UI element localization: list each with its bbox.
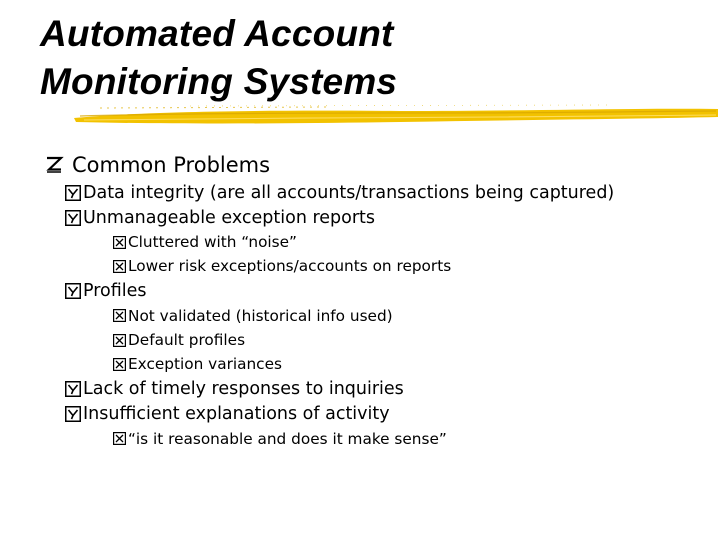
x-bullet-icon <box>113 236 126 249</box>
bullet-level2-item <box>65 205 714 230</box>
bullet-level3-item <box>113 328 714 352</box>
bullet-level2-item <box>65 376 714 401</box>
z-bullet-icon <box>44 155 64 175</box>
bullet-text: Insufficient explanations of activity <box>83 403 390 424</box>
x-bullet-icon <box>113 358 126 371</box>
slide-title-line-1: Automated Account <box>40 13 394 54</box>
bullet-text: Cluttered with “noise” <box>128 233 297 252</box>
bullet-text: Profiles <box>83 281 147 302</box>
bullet-level3-item <box>113 304 714 328</box>
bullet-text: Unmanageable exception reports <box>83 207 376 228</box>
bullet-level3-item <box>113 254 714 278</box>
bullet-text: “is it reasonable and does it make sense” <box>128 429 447 448</box>
bullet-level3-item <box>113 230 714 254</box>
x-bullet-icon <box>113 309 126 322</box>
bullet-text: Common Problems <box>72 153 271 177</box>
y-bullet-icon <box>65 283 81 299</box>
bullet-text: Lower risk exceptions/accounts on reports <box>128 257 452 276</box>
slide-title <box>40 10 397 106</box>
bullet-level3-item <box>113 426 714 450</box>
bullet-text: Lack of timely responses to inquiries <box>83 378 404 399</box>
bullet-list <box>44 150 714 451</box>
bullet-level2-item <box>65 401 714 426</box>
bullet-level2-item <box>65 180 714 205</box>
y-bullet-icon <box>65 185 81 201</box>
bullet-level2-item <box>65 279 714 304</box>
x-bullet-icon <box>113 334 126 347</box>
bullet-text: Not validated (historical info used) <box>128 306 393 325</box>
bullet-text: Default profiles <box>128 331 246 350</box>
y-bullet-icon <box>65 210 81 226</box>
bullet-text: Exception variances <box>128 355 282 374</box>
x-bullet-icon <box>113 260 126 273</box>
title-underline-brush <box>70 102 720 132</box>
y-bullet-icon <box>65 381 81 397</box>
slide-title-line-2: Monitoring Systems <box>40 61 398 102</box>
y-bullet-icon <box>65 406 81 422</box>
bullet-text: Data integrity (are all accounts/transactions being captured) <box>83 182 615 203</box>
bullet-level3-item <box>113 352 714 376</box>
x-bullet-icon <box>113 432 126 445</box>
bullet-level1-common-problems <box>44 150 714 180</box>
